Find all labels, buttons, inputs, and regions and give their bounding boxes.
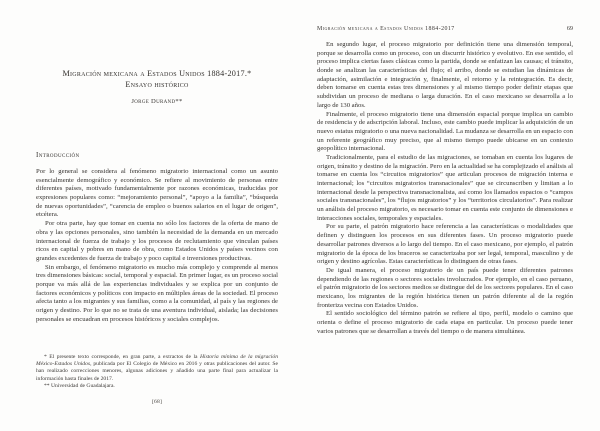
footnote-text-part1: * El presente texto corresponde, en gran parte, a extractos de la: [44, 354, 200, 360]
paragraph: Por otra parte, hay que tomar en cuenta no sólo los factores de la oferta de mano de obra y las opciones personales, sino también la necesidad de la demanda en un mercado internacional de fuerza de trabajo y los procesos de reclutamiento que vinculan países ricos en capital y pobres en mano de obra, como Estados Unidos y países vecinos con grandes excedentes de fuerza de trabajo y poco capital e inversiones productivas.: [36, 220, 278, 262]
footnote-asterisk: [36, 354, 278, 383]
chapter-title-line2: Ensayo histórico: [125, 80, 189, 89]
chapter-title-block: [36, 68, 278, 90]
right-page-number: 69: [566, 25, 573, 32]
footnote-text-part2: , publicada por El Colegio de México en 2016 y otras publicaciones del autor. Se han realizado correcciones menores, algunas adiciones y añadido una parte final para actualizar la información hasta finales de 2017.: [36, 361, 278, 382]
paragraph: Tradicionalmente, para el estudio de las migraciones, se tomaban en cuenta los lugares de origen, tránsito y destino de la migración. Pero en la actualidad se ha complejizado el análisis al tomarse en cuenta los “circuitos migratorios” que articulan procesos de migración interna e internacional; los “circuitos migratorios transnacionales” que se circunscriben y limitan a lo internacional desde la perspectiva transnacionalista, así como los llamados espacios o “campos sociales transnacionales”, los “flujos migratorios” y los “territorios circulatorios”. Para realizar un análisis del proceso migratorio, es necesario tomar en cuenta este conjunto de dimensiones e interacciones sociales, temporales y espaciales.: [317, 153, 573, 222]
paragraph: Por lo general se considera al fenómeno migratorio internacional como un asunto esencialmente demográfico y económico. Se refiere al movimiento de personas entre diferentes países, motivado fundamentalmente por razones económicas, traducidas por expresiones populares como: “mejoramiento personal”, “apoyo a la familia”, “búsqueda de nuevas oportunidades”, “carencia de empleo o buenos salarios en el lugar de origen”, etcétera.: [36, 168, 278, 219]
right-page: [317, 0, 573, 431]
paragraph: En segundo lugar, el proceso migratorio por definición tiene una dimensión temporal, porque se desarrolla como un proceso, con un discurrir histórico y evolutivo. En ese sentido, el proceso implica ciertas fases clásicas como la partida, donde se enfatizan las causas; el tránsito, donde se analizan las características del flujo; el arribo, donde se estudian las dinámicas de adaptación, asimilación e integración y, finalmente, el retorno y la reintegración. Es decir, deben tomarse en cuenta estas tres dimensiones y al mismo tiempo poder definir etapas que subdividan un proceso de mediana o larga duración. En el caso mexicano se desarrolla a lo largo de 130 años.: [317, 41, 573, 109]
paragraph: Finalmente, el proceso migratorio tiene una dimensión espacial porque implica un cambio de residencia y de adscripción laboral. Incluso, este cambio puede implicar la adquisición de un nuevo estatus migratorio o una nueva nacionalidad. La mudanza se desarrolla en un espacio con un referente geográfico muy preciso, que al mismo tiempo puede ubicarse en un contexto geopolítico internacional.: [317, 110, 573, 153]
footnote-book-title: Historia mínima de la migración México-Estados Unidos: [36, 354, 278, 368]
footnote-affiliation: ** Universidad de Guadalajara.: [44, 382, 115, 389]
paragraph: De igual manera, el proceso migratorio de un país puede tener diferentes patrones dependiendo de las regiones o sectores sociales involucrados. Por ejemplo, en el caso peruano, el patrón migratorio de los sectores medios se distingue del de los sectores populares. En el caso mexicano, los migrantes de la región histórica tienen un patrón diferente al de la región fronteriza vecina con Estados Unidos.: [317, 266, 573, 309]
left-body-text: [36, 168, 278, 324]
section-heading-introduccion: Introducción: [36, 151, 80, 159]
running-header: [317, 25, 573, 32]
paragraph: El sentido sociológico del término patrón se refiere al tipo, perfil, modelo o camino que orienta o define el proceso migratorio de cada etapa en particular. Un proceso puede tener varios patrones que se desarrollan a través del tiempo o de manera simultánea.: [317, 310, 573, 335]
paragraph: Sin embargo, el fenómeno migratorio es mucho más complejo y comprende al menos tres dimensiones básicas: social, temporal y espacial. En primer lugar, es un proceso social porque va más allá de las experiencias individuales y se explica por un conjunto de factores económicos y políticos con impacto en múltiples áreas de la sociedad. El proceso afecta tanto a los migrantes y sus familias, como a la comunidad, al país y las regiones de origen y destino. Por lo que no se trata de una aventura individual, aislada; las decisiones personales se encuadran en procesos históricos y sociales complejos.: [36, 263, 278, 323]
left-page-number: [68]: [151, 399, 163, 405]
running-header-title: Migración mexicana a Estados Unidos 1884-2017: [317, 26, 455, 32]
author-name: Jorge Durand**: [131, 98, 183, 105]
right-body-text: [317, 41, 573, 336]
paragraph: Por su parte, el patrón migratorio hace referencia a las características o modalidades que definen y distinguen los procesos en sus diferentes fases. Un proceso migratorio puede desarrollar patrones diversos a lo largo del tiempo. En el caso mexicano, por ejemplo, el patrón migratorio de la época de los braceros se caracterizaba por ser legal, temporal, masculino y de origen y destino agrícolas. Estas características lo distinguen de otras fases.: [317, 223, 573, 266]
footnotes-block: [36, 354, 278, 390]
left-page: [36, 0, 278, 431]
chapter-title-line1: Migración mexicana a Estados Unidos 1884-2017.*: [62, 69, 252, 78]
